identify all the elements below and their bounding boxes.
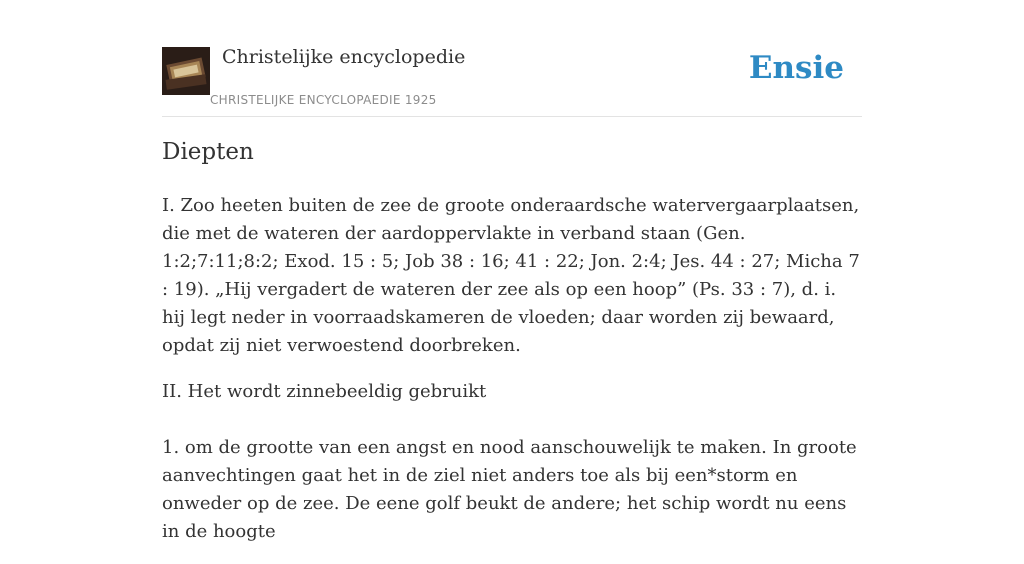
article-paragraph: II. Het wordt zinnebeeldig gebruikt	[162, 381, 487, 402]
article-body	[162, 192, 864, 564]
site-subtitle: CHRISTELIJKE ENCYCLOPAEDIE 1925	[210, 93, 437, 107]
article-paragraph: I. Zoo heeten buiten de zee de groote onderaardsche watervergaarplaatsen, die met de wateren der aardoppervlakte in verband staan (Gen. 1:2;7:11;8:2; Exod. 15 : 5; Job 38 : 16; 41 : 22; Jon. 2:4; Jes. 44 : 27; Micha 7 : 19). „Hij vergadert de wateren der zee als op een hoop” (Ps. 33 : 7), d. i. hij legt neder in voorraadskameren de vloeden; daar worden zij bewaard, opdat zij niet verwoestend doorbreken.	[162, 195, 860, 356]
article-title: Diepten	[162, 139, 254, 165]
site-avatar[interactable]	[162, 47, 210, 95]
book-image-icon	[162, 47, 210, 95]
article-paragraph: 1. om de grootte van een angst en nood aanschouwelijk te maken. In groote aanvechtingen gaat het in de ziel niet anders toe als bij een*storm en onweder op de zee. De eene golf beukt de andere; het schip wordt nu eens in de hoogte	[162, 437, 857, 542]
page	[162, 0, 862, 542]
site-title[interactable]: Christelijke encyclopedie	[222, 46, 466, 68]
site-header	[162, 0, 862, 117]
brand-logo[interactable]: Ensie	[748, 50, 844, 86]
